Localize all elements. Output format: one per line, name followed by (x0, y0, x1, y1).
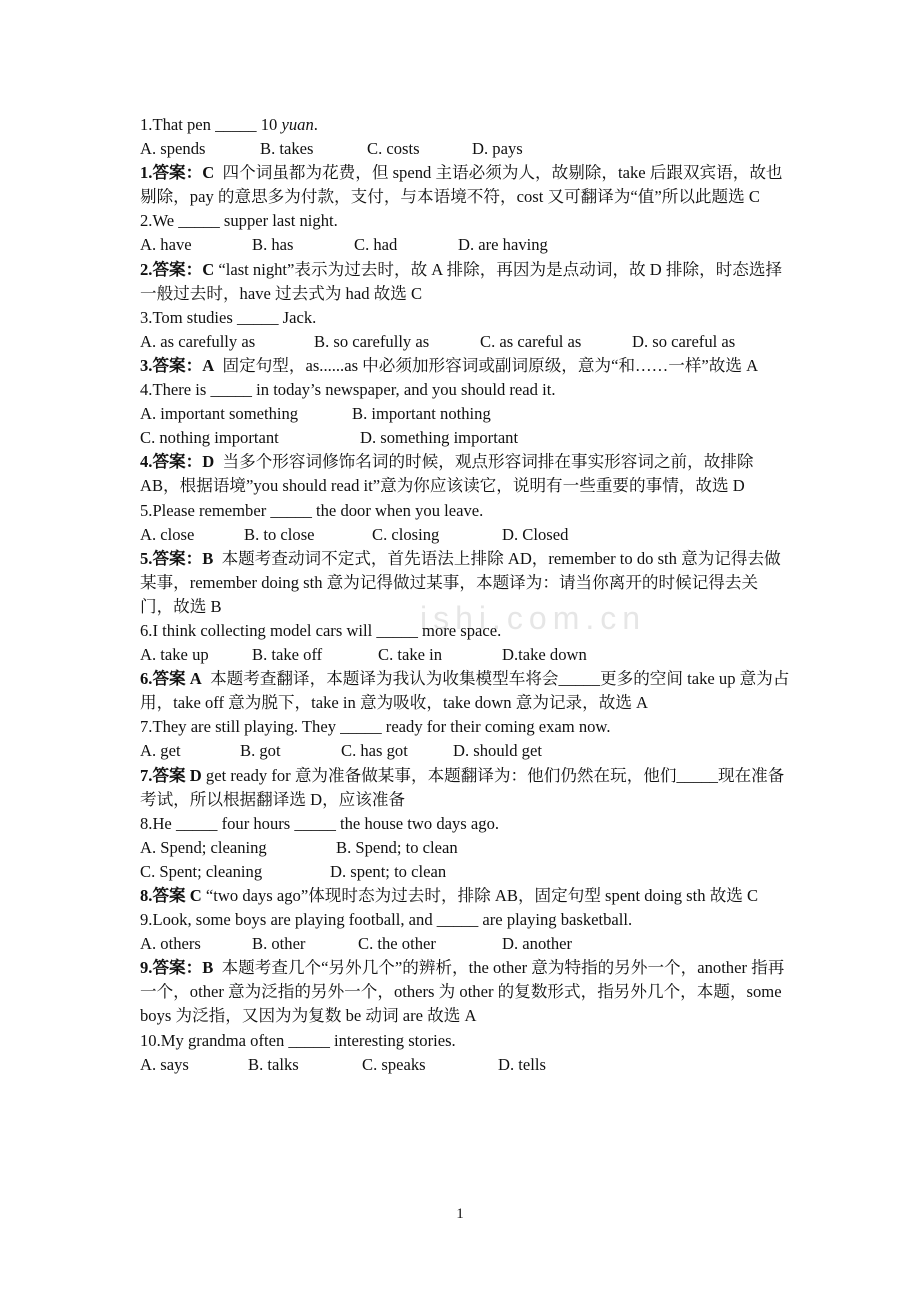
answer-label: 8.答案 C (140, 886, 202, 905)
option-d: D.take down (502, 645, 587, 665)
option-b: B. so carefully as (314, 331, 430, 351)
answer-explanation (140, 764, 790, 812)
answer-explanation (140, 884, 790, 908)
answer-label: 3.答案：A (140, 355, 215, 375)
options-row (140, 1053, 790, 1077)
option-d: D. another (502, 934, 573, 954)
answer-text: “last night”表示为过去时，故 A 排除，再因为是点动词，故 D 排除，时态选择一般过去时，have 过去式为 had 故选 C (140, 259, 783, 303)
option-c: C. closing (372, 524, 440, 544)
answer-explanation (140, 161, 790, 209)
answer-text: get ready for 意为准备做某事，本题翻译为：他们仍然在玩，他们_____现在准备考试，所以根据翻译选 D，应该准备 (140, 765, 785, 809)
options-row (140, 523, 790, 547)
answer-text: 本题考查动词不定式，首先语法上排除 AD，remember to do sth 意为记得去做某事，remember doing sth 意为记得做过某事，本题译为：请当你离开的时候记得去关门，故选 B (140, 548, 781, 616)
option-c: C. has got (341, 741, 408, 761)
option-c: C. nothing important (140, 428, 279, 448)
options-row (140, 739, 790, 763)
option-c: C. Spent; cleaning (140, 861, 263, 881)
option-a: A. others (140, 934, 201, 954)
option-b: B. take off (252, 645, 323, 665)
option-d: D. something important (360, 428, 519, 448)
option-b: B. talks (248, 1054, 299, 1074)
option-d: D. are having (458, 235, 548, 255)
question-stem: 7.They are still playing. They _____ ready for their coming exam now. (140, 717, 611, 737)
answer-label: 9.答案：B (140, 958, 214, 978)
question-stem: 6.I think collecting model cars will _____ more space. (140, 620, 502, 640)
answer-label: 2.答案：C (140, 259, 215, 279)
answer-explanation (140, 354, 790, 378)
option-b: B. has (252, 235, 294, 255)
option-b: B. got (240, 741, 281, 761)
answer-text: 本题考查翻译，本题译为我认为收集模型车将会_____更多的空间 take up 意为占用，take off 意为脱下，take in 意为吸收，take down 意为记录，故选 A (140, 669, 790, 713)
option-c: C. speaks (362, 1054, 426, 1074)
option-b: B. takes (260, 139, 314, 159)
option-c: C. costs (367, 139, 420, 159)
options-row (140, 426, 790, 450)
question-stem: 1.That pen _____ 10 yuan. (140, 115, 318, 134)
option-a: A. Spend; cleaning (140, 837, 267, 857)
question-stem: 8.He _____ four hours _____ the house two days ago. (140, 813, 500, 833)
option-c: C. as careful as (480, 331, 582, 351)
option-a: A. important something (140, 404, 299, 424)
option-b: B. to close (244, 524, 315, 544)
option-d: D. should get (453, 741, 542, 761)
question-stem: 2.We _____ supper last night. (140, 211, 338, 231)
question-stem: 10.My grandma often _____ interesting stories. (140, 1030, 456, 1050)
answer-explanation (140, 258, 790, 306)
option-a: A. close (140, 524, 195, 544)
answer-text: 本题考查几个“另外几个”的辨析，the other 意为特指的另外一个，another 指再一个，other 意为泛指的另外一个，others 为 other 的复数形式，指另外几个，本题，some boys 为泛指，又因为为复数 be 动词 are 故选 A (140, 958, 785, 1026)
options-row (140, 836, 790, 860)
option-d: D. Closed (502, 524, 569, 544)
option-b: B. other (252, 934, 306, 954)
option-b: B. Spend; to clean (336, 837, 458, 857)
answer-label: 6.答案 A (140, 669, 202, 689)
question-stem: 5.Please remember _____ the door when you leave. (140, 500, 484, 520)
watermark: ishi.com.cn (420, 600, 647, 636)
answer-label: 4.答案：D (140, 452, 215, 472)
question-list (140, 113, 790, 1077)
question-stem: 9.Look, some boys are playing football, and _____ are playing basketball. (140, 910, 633, 930)
options-row (140, 402, 790, 426)
option-a: A. says (140, 1054, 189, 1074)
question-stem: 4.There is _____ in today’s newspaper, and you should read it. (140, 380, 556, 400)
answer-text: 固定句型，as......as 中必须加形容词或副词原级，意为“和……一样”故选 A (222, 355, 759, 375)
question-stem: 3.Tom studies _____ Jack. (140, 307, 317, 327)
option-b: B. important nothing (352, 404, 491, 424)
answer-text: 当多个形容词修饰名词的时候，观点形容词排在事实形容词之前，故排除 AB，根据语境”you should read it”意为你应该读它，说明有一些重要的事情，故选 D (140, 452, 754, 496)
options-row (140, 233, 790, 257)
options-row (140, 932, 790, 956)
options-row (140, 643, 790, 667)
answer-label: 7.答案 D (140, 765, 202, 785)
answer-text: 四个词虽都为花费，但 spend 主语必须为人，故剔除，take 后跟双宾语，故也剔除，pay 的意思多为付款，支付，与本语境不符，cost 又可翻译为“值”所以此题选 C (140, 163, 783, 207)
option-d: D. so careful as (632, 331, 736, 351)
answer-explanation (140, 450, 790, 498)
option-a: A. take up (140, 645, 209, 665)
answer-explanation (140, 667, 790, 715)
answer-explanation (140, 547, 790, 619)
options-row (140, 330, 790, 354)
option-d: D. spent; to clean (330, 861, 447, 881)
option-c: C. had (354, 235, 398, 255)
answer-text: “two days ago”体现时态为过去时，排除 AB，固定句型 spent doing sth 故选 C (205, 886, 759, 905)
option-a: A. get (140, 741, 181, 761)
options-row (140, 860, 790, 884)
option-d: D. pays (472, 139, 523, 159)
page-number: 1 (456, 1206, 464, 1222)
option-d: D. tells (498, 1054, 546, 1074)
option-a: A. as carefully as (140, 331, 256, 351)
answer-label: 1.答案：C (140, 163, 215, 183)
options-row (140, 137, 790, 161)
answer-label: 5.答案：B (140, 548, 214, 568)
option-c: C. take in (378, 645, 443, 665)
option-c: C. the other (358, 934, 436, 954)
option-a: A. spends (140, 139, 206, 159)
answer-explanation (140, 956, 790, 1028)
option-a: A. have (140, 235, 192, 255)
